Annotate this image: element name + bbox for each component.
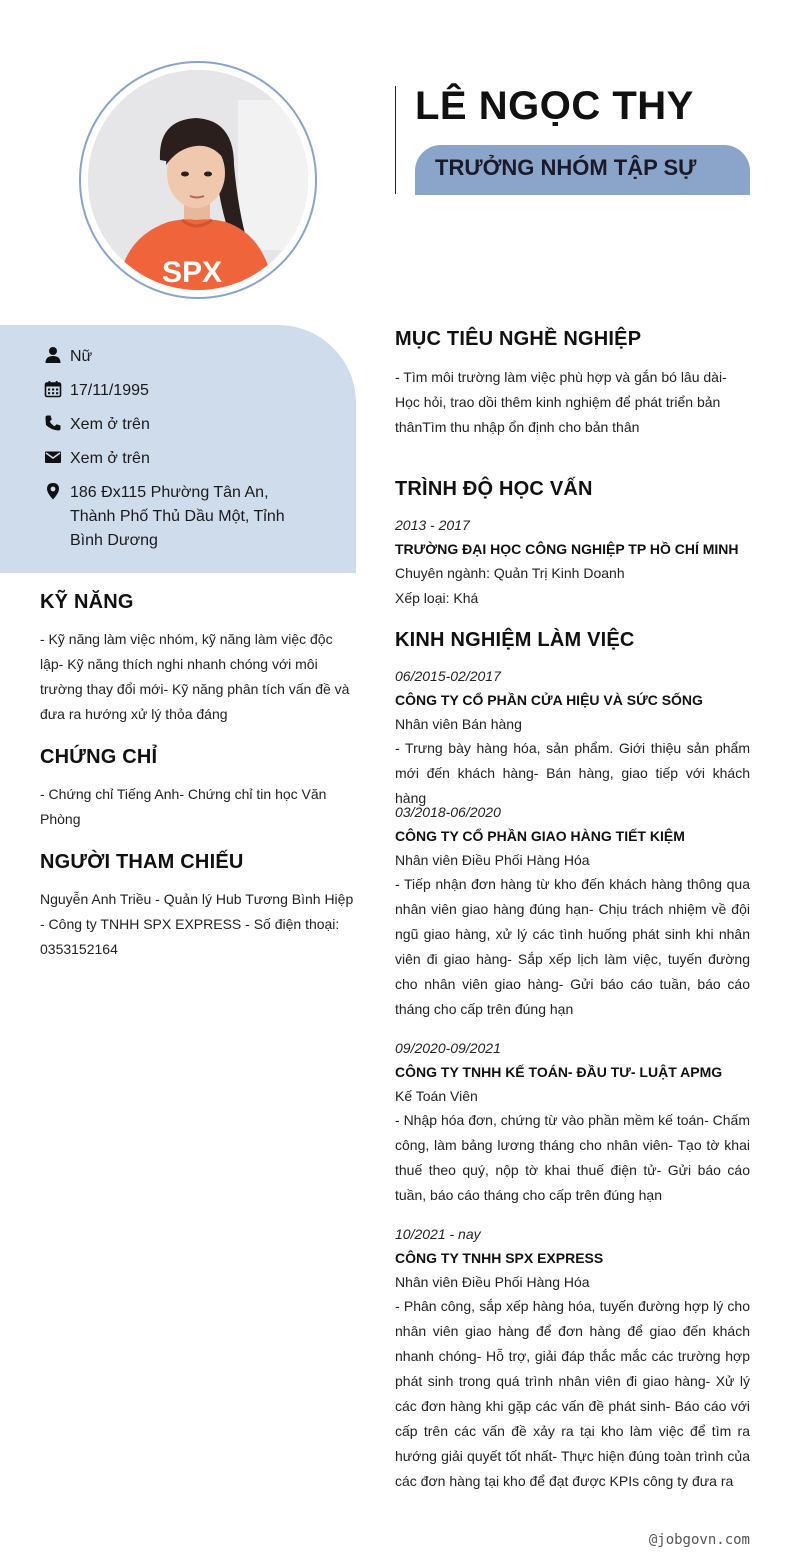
experience-company: CÔNG TY CỔ PHẦN CỬA HIỆU VÀ SỨC SỐNG <box>395 692 703 708</box>
email-icon <box>44 448 62 466</box>
experience-company: CÔNG TY TNHH SPX EXPRESS <box>395 1250 604 1266</box>
experience-period: 09/2020-09/2021 <box>395 1040 501 1056</box>
experience-heading: KINH NGHIỆM LÀM VIỆC <box>395 629 635 651</box>
experience-role: Nhân viên Điều Phối Hàng Hóa <box>395 852 590 868</box>
email-value: Xem ở trên <box>70 450 150 467</box>
skills-text: - Kỹ năng làm việc nhóm, kỹ năng làm việc độc lập- Kỹ năng thích nghi nhanh chóng với môi trường thay đổi mới- Kỹ năng phân tích vấn đề và đưa ra hướng xử lý thỏa đáng <box>40 631 350 722</box>
education-school: TRƯỜNG ĐẠI HỌC CÔNG NGHIỆP TP HỒ CHÍ MINH <box>395 541 739 557</box>
objective-text: - Tìm môi trường làm việc phù hợp và gắn bó lâu dài- Học hỏi, trao dồi thêm kinh nghiệm để phát triển bản thânTìm thu nhập ổn định cho bản thân <box>395 369 727 435</box>
education-period: 2013 - 2017 <box>395 517 470 533</box>
avatar <box>88 70 308 290</box>
certificates-heading: CHỨNG CHỈ <box>40 746 158 768</box>
phone-icon <box>44 414 62 432</box>
experience-company: CÔNG TY TNHH KẾ TOÁN- ĐẦU TƯ- LUẬT APMG <box>395 1064 723 1080</box>
skills-heading: KỸ NĂNG <box>40 591 134 613</box>
address-value: 186 Đx115 Phường Tân An, Thành Phố Thủ Dầu Một, Tỉnh Bình Dương <box>70 484 285 549</box>
education-major: Chuyên ngành: Quản Trị Kinh Doanh <box>395 565 625 581</box>
watermark: @jobgovn.com <box>648 1532 750 1548</box>
gender-value: Nữ <box>70 348 93 365</box>
phone-value: Xem ở trên <box>70 416 150 433</box>
experience-description: - Phân công, sắp xếp hàng hóa, tuyến đường hợp lý cho nhân viên giao hàng để đơn hàng để giao đến khách nhanh chóng- Hỗ trợ, giải đáp thắc mắc các trường hợp phát sinh trong quá trình nhân viên đi giao hàng- Xử lý các đơn hàng khi gặp các vấn đề phát sinh- Báo cáo với cấp trên các vấn đề xảy ra tại kho làm việc để tìm ra hướng giải quyết tốt nhất- Thực hiện đúng toàn trình của các đơn hàng tại kho để đạt được KPIs công ty đưa ra <box>395 1298 750 1489</box>
contact-panel <box>0 325 356 573</box>
experience-period: 06/2015-02/2017 <box>395 668 501 684</box>
candidate-name: LÊ NGỌC THY <box>415 84 694 128</box>
experience-role: Kế Toán Viên <box>395 1088 478 1104</box>
experience-description: - Trưng bày hàng hóa, sản phẩm. Giới thiệu sản phẩm mới đến khách hàng- Bán hàng, giao tiếp với khách hàng <box>395 740 750 806</box>
job-title-band <box>415 145 750 195</box>
experience-description: - Tiếp nhận đơn hàng từ kho đến khách hàng thông qua nhân viên giao hàng đúng hạn- Chịu trách nhiệm về đội ngũ giao hàng, xử lý các tình huống phát sinh khi nhân viên đi giao hàng- Sắp xếp lịch làm việc, tuyến đường cho nhân viên giao hàng- Gửi báo cáo tuần, báo cáo tháng cho cấp trên đúng hạn <box>395 876 750 1017</box>
objective-heading: MỤC TIÊU NGHỀ NGHIỆP <box>395 328 642 350</box>
person-icon <box>44 346 62 364</box>
header-divider <box>395 86 396 194</box>
calendar-icon <box>44 380 62 398</box>
location-pin-icon <box>44 482 62 500</box>
education-heading: TRÌNH ĐỘ HỌC VẤN <box>395 478 593 500</box>
experience-company: CÔNG TY CỔ PHẦN GIAO HÀNG TIẾT KIỆM <box>395 828 685 844</box>
certificates-text: - Chứng chỉ Tiếng Anh- Chứng chỉ tin học Văn Phòng <box>40 786 327 827</box>
references-heading: NGƯỜI THAM CHIẾU <box>40 851 244 873</box>
experience-period: 03/2018-06/2020 <box>395 804 501 820</box>
shirt-logo-text: SPX <box>162 256 223 289</box>
education-grade: Xếp loại: Khá <box>395 590 479 606</box>
references-text: Nguyễn Anh Triều - Quản lý Hub Tương Bình Hiệp - Công ty TNHH SPX EXPRESS - Số điện thoại: 0353152164 <box>40 891 354 957</box>
experience-role: Nhân viên Điều Phối Hàng Hóa <box>395 1274 590 1290</box>
experience-description: - Nhập hóa đơn, chứng từ vào phần mềm kế toán- Chấm công, làm bảng lương tháng cho nhân viên- Tạo tờ khai thuế theo quý, nộp tờ khai thuế điện tử- Gửi báo cáo tuần, báo cáo tháng cho cấp trên đúng hạn <box>395 1112 750 1203</box>
experience-role: Nhân viên Bán hàng <box>395 716 522 732</box>
job-title: TRƯỞNG NHÓM TẬP SỰ <box>435 155 697 180</box>
birthdate-value: 17/11/1995 <box>70 382 149 399</box>
experience-period: 10/2021 - nay <box>395 1226 481 1242</box>
